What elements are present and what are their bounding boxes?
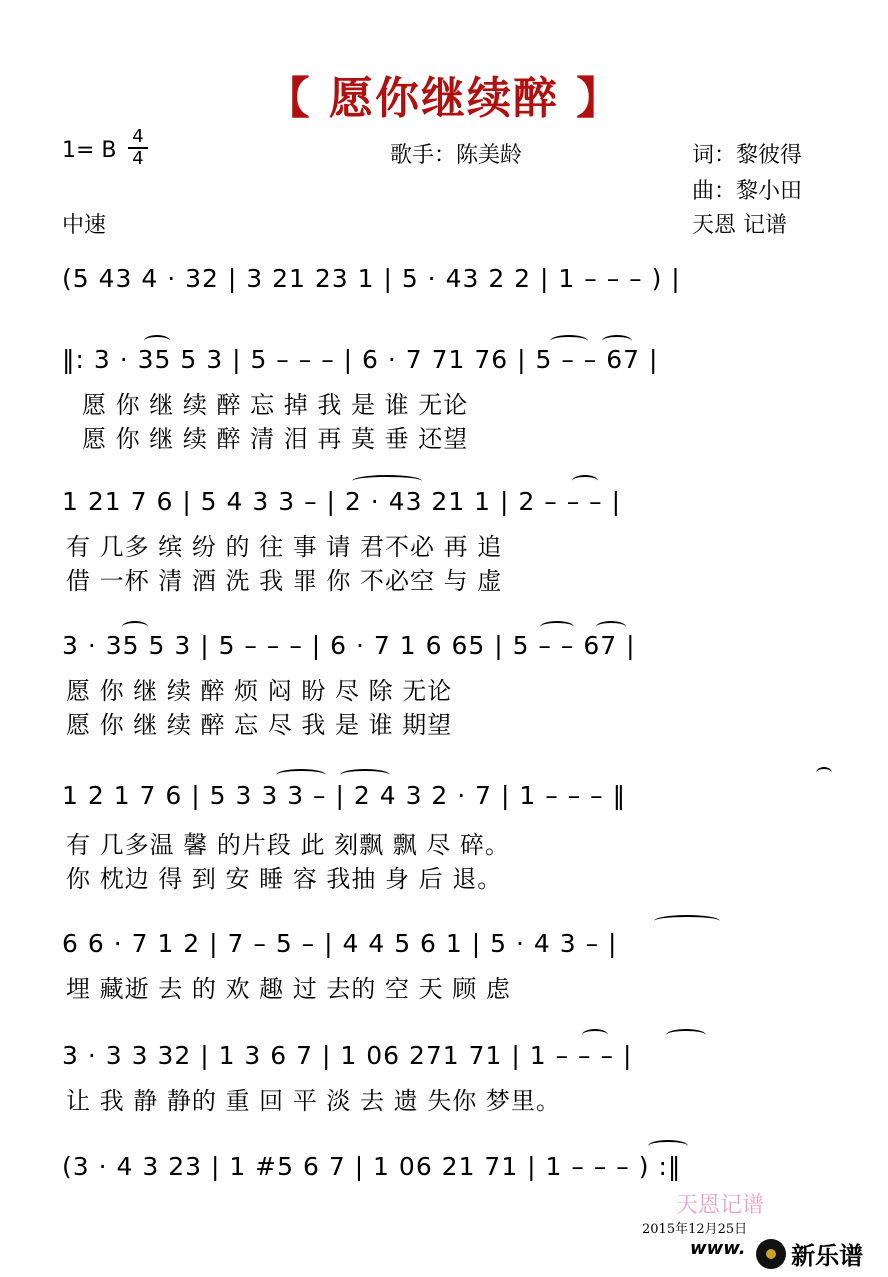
slur-mark: [122, 621, 148, 633]
lyricist: 词：黎彼得: [692, 143, 803, 168]
notation-row: (3 · 4 3 23 | 1 #5 6 7 | 1 06 21 71 | 1 – – – ) :‖: [62, 1152, 682, 1181]
notation-row: (5 43 4 · 32 | 3 21 23 1 | 5 · 43 2 2 | 1 – – – ) |: [62, 264, 681, 293]
tempo: 中速: [62, 213, 107, 238]
slur-mark: [276, 769, 326, 781]
time-signature: [128, 128, 148, 168]
song-title: 【 愿你继续醉 】: [265, 73, 623, 124]
slur-mark: [596, 621, 626, 633]
lyric-verse-1: 有 几多 缤 纷 的 往 事 请 君不必 再 追: [66, 533, 503, 561]
lyric-verse-2: 愿 你 继 续 醉 忘 尽 我 是 谁 期望: [66, 711, 453, 739]
slur-mark: [340, 769, 390, 781]
slur-mark: [352, 475, 422, 487]
composer: 曲：黎小田: [692, 179, 803, 204]
slur-mark: [572, 475, 598, 487]
score-line-intro: [62, 264, 832, 310]
lyric-verse-2: 借 一杯 清 酒 洗 我 罪 你 不必空 与 虚: [66, 567, 503, 595]
site-url[interactable]: www.: [690, 1238, 746, 1259]
transcriber-stamp: 天恩记谱: [676, 1193, 765, 1218]
notation-row: ‖: 3 · 35 5 3 | 5 – – – | 6 · 7 71 76 | 5 – – 67 |: [62, 345, 659, 374]
notation-row: 1 21 7 6 | 5 4 3 3 – | 2 · 43 21 1 | 2 – – – |: [62, 487, 622, 516]
site-logo[interactable]: [756, 1236, 863, 1271]
key-signature: [62, 138, 117, 163]
lyric-verse-2: 你 枕边 得 到 安 睡 容 我抽 身 后 退。: [66, 865, 503, 893]
score-line-3: [62, 631, 832, 739]
score-line-5: [62, 929, 832, 1003]
date-stamp: 2015年12月25日: [642, 1222, 748, 1237]
time-top: 4: [132, 126, 144, 147]
score-line-1: [62, 345, 832, 453]
key-text: 1= B: [62, 138, 117, 163]
transcriber: 天恩 记谱: [692, 213, 787, 238]
slur-mark: [550, 335, 588, 347]
lyric-verse-1: 让 我 静 静的 重 回 平 淡 去 遗 失你 梦里。: [66, 1087, 561, 1115]
lyric-verse-1: 有 几多温 馨 的片段 此 刻飘 飘 尽 碎。: [66, 831, 511, 859]
notation-row: 1 2 1 7 6 | 5 3 3 3 – | 2 4 3 2 · 7 | 1 – – – ‖: [62, 781, 627, 810]
slur-mark: [648, 1140, 688, 1152]
lyric-verse-1: 埋 藏逝 去 的 欢 趣 过 去的 空 天 顾 虑: [66, 975, 511, 1003]
site-name: 新乐谱: [791, 1242, 864, 1270]
singer: 歌手：陈美龄: [390, 143, 523, 168]
score-line-6: [62, 1041, 832, 1115]
slur-mark: [540, 621, 574, 633]
lyric-verse-2: 愿 你 继 续 醉 清 泪 再 莫 垂 还望: [82, 425, 469, 453]
lyric-verse-1: 愿 你 继 续 醉 忘 掉 我 是 谁 无论: [82, 391, 469, 419]
time-bottom: 4: [132, 148, 144, 169]
slur-mark: [654, 915, 720, 927]
score-line-4: [62, 781, 832, 893]
lyric-verse-1: 愿 你 继 续 醉 烦 闷 盼 尽 除 无论: [66, 677, 453, 705]
notation-row: 3 · 35 5 3 | 5 – – – | 6 · 7 1 6 65 | 5 – – 67 |: [62, 631, 636, 660]
fermata-mark: [816, 767, 832, 779]
record-icon: [756, 1239, 786, 1269]
slur-mark: [602, 335, 632, 347]
slur-mark: [666, 1029, 706, 1041]
slur-mark: [144, 335, 170, 347]
slur-mark: [582, 1029, 608, 1041]
notation-row: 3 · 3 3 32 | 1 3 6 7 | 1 06 271 71 | 1 – – – |: [62, 1041, 633, 1070]
notation-row: 6 6 · 7 1 2 | 7 – 5 – | 4 4 5 6 1 | 5 · 4 3 – |: [62, 929, 618, 958]
score-line-2: [62, 487, 832, 595]
